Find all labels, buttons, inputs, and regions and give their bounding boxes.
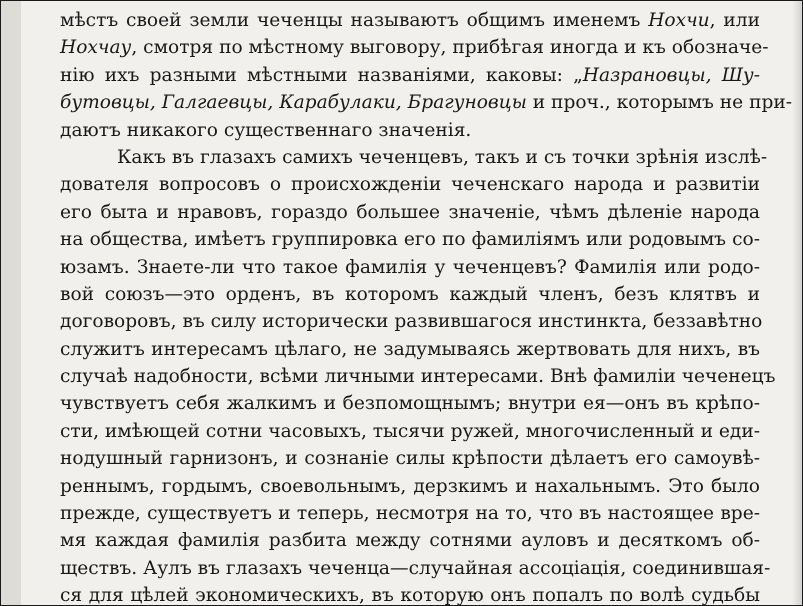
text-segment: ществъ. Аулъ въ глазахъ чеченца—случайная ассоціація, соединившая- (60, 557, 771, 579)
text-segment: его быта и нравовъ, гораздо большее значеніе, чѣмъ дѣленіе народа (60, 201, 760, 223)
text-segment: чувствуетъ себя жалкимъ и безпомощнымъ; внутри ея—онъ въ крѣпо- (60, 393, 760, 415)
text-segment: и проч., которымъ не при- (526, 92, 793, 114)
text-segment: вой союзъ—это орденъ, въ которомъ каждый членъ, безъ клятвъ и (60, 283, 760, 305)
text-line (60, 34, 769, 61)
text-segment: договоровъ, въ силу исторически развившагося инстинкта, беззавѣтно (60, 311, 763, 333)
italic-text: Нохчау (60, 37, 132, 59)
text-line (60, 308, 763, 335)
text-line (60, 117, 760, 144)
text-line (60, 500, 760, 527)
text-line (60, 281, 760, 308)
text-line (60, 144, 768, 171)
text-line (60, 199, 760, 226)
text-segment: , или (709, 10, 760, 31)
page-edge-shadow (792, 1, 802, 605)
text-segment: даютъ никакого существеннаго значенія. (60, 119, 472, 141)
text-line (60, 7, 760, 34)
text-segment: сти, имѣющей сотни часовыхъ, тысячи ружей, многочисленный и еди- (60, 420, 760, 442)
text-segment: нію ихъ разными мѣстными названіями, каковы: „ (60, 64, 583, 86)
text-line (60, 582, 760, 606)
text-line (60, 62, 760, 89)
text-segment: случаѣ надобности, всѣми личными интересами. Внѣ фамиліи чеченецъ (60, 366, 776, 388)
text-line (60, 555, 771, 582)
text-segment: мя каждая фамилія разбита между сотнями ауловъ и десяткомъ об- (60, 530, 760, 552)
italic-text: бутовцы, Галгаевцы, Карабулаки, Брагуновцы (60, 92, 527, 114)
text-line (60, 336, 760, 363)
italic-text: Назрановцы, Шу- (582, 64, 760, 86)
text-line (60, 171, 760, 198)
text-line (60, 390, 760, 417)
text-line (60, 445, 760, 472)
page-edge-strip (1, 1, 21, 605)
text-segment: служитъ интересамъ цѣлаго, не задумываясь жертвовать для нихъ, въ (60, 338, 760, 360)
text-line (60, 363, 776, 390)
text-line (60, 254, 760, 281)
text-segment: прежде, существуетъ и теперь, несмотря на то, что въ настоящее вре- (60, 503, 760, 525)
book-page-text (60, 1, 793, 606)
text-segment: юзамъ. Знаете-ли что такое фамилія у чеченцевъ? Фамилія или родо- (60, 256, 760, 278)
text-segment: дователя вопросовъ о происхожденіи чеченскаго народа и развитіи (60, 174, 760, 196)
text-segment: на общества, имѣетъ группировка его по фамиліямъ или родовымъ со- (60, 229, 760, 251)
text-line (60, 473, 760, 500)
text-segment: реннымъ, гордымъ, своевольнымъ, дерзкимъ и нахальнымъ. Это было (60, 475, 760, 497)
text-segment: ся для цѣлей экономическихъ, въ которую онъ попалъ по волѣ судьбы (60, 585, 760, 606)
text-segment: мѣстъ своей земли чеченцы называютъ общимъ именемъ (60, 10, 649, 31)
text-line (60, 226, 760, 253)
text-line (60, 418, 760, 445)
italic-text: Нохчи (648, 10, 710, 31)
text-segment: нодушный гарнизонъ, и сознаніе силы крѣпости дѣлаетъ его самоувѣ- (60, 448, 760, 470)
text-segment: Какъ въ глазахъ самихъ чеченцевъ, такъ и съ точки зрѣнія изслѣ- (117, 146, 768, 168)
text-segment: , смотря по мѣстному выговору, прибѣгая иногда и къ обозначе- (131, 37, 769, 59)
text-line (60, 89, 793, 116)
text-line (60, 527, 760, 554)
